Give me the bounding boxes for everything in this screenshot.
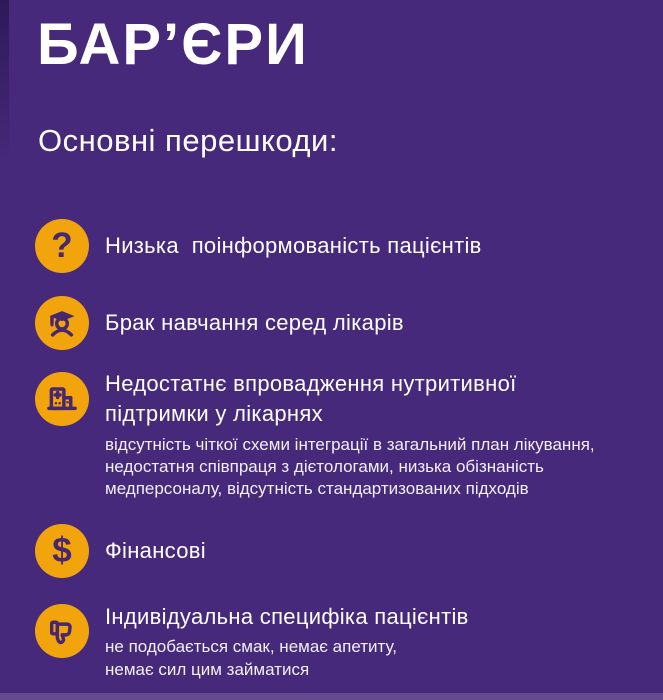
item-details-line: немає сил цим займатися bbox=[105, 660, 310, 679]
list-item bbox=[35, 602, 469, 681]
list-item bbox=[35, 369, 595, 500]
item-details-line: медперсоналу, відсутність стандартизованих підходів bbox=[105, 479, 529, 498]
list-item bbox=[35, 219, 482, 273]
item-details bbox=[105, 635, 469, 681]
item-label: Індивідуальна специфіка пацієнтів bbox=[105, 604, 469, 629]
item-label: Фінансові bbox=[105, 538, 206, 563]
left-edge-shadow bbox=[0, 0, 9, 160]
list-item bbox=[35, 524, 206, 578]
bottom-edge-highlight bbox=[0, 693, 663, 700]
item-label: Недостатнє впровадження нутритивної підтримки у лікарнях bbox=[105, 371, 523, 426]
item-details-line: недостатня співпраця з дієтологами, низька обізнаність bbox=[105, 457, 544, 476]
item-details-line: не подобається смак, немає апетиту, bbox=[105, 637, 398, 656]
item-details-line: відсутність чіткої схеми інтеграції в загальний план лікування, bbox=[105, 435, 595, 454]
item-details bbox=[105, 434, 595, 500]
item-label: Брак навчання серед лікарів bbox=[105, 310, 404, 335]
hospital-icon bbox=[35, 372, 89, 426]
dollar-icon: $ bbox=[35, 524, 89, 578]
page-title: БАР’ЄРИ bbox=[37, 12, 309, 77]
question-icon: ? bbox=[35, 219, 89, 273]
graduate-icon bbox=[35, 296, 89, 350]
item-label: Низька поінформованість пацієнтів bbox=[105, 233, 482, 258]
thumbs-down-icon bbox=[35, 604, 89, 658]
page-subtitle: Основні перешкоди: bbox=[38, 123, 338, 158]
list-item bbox=[35, 296, 404, 350]
